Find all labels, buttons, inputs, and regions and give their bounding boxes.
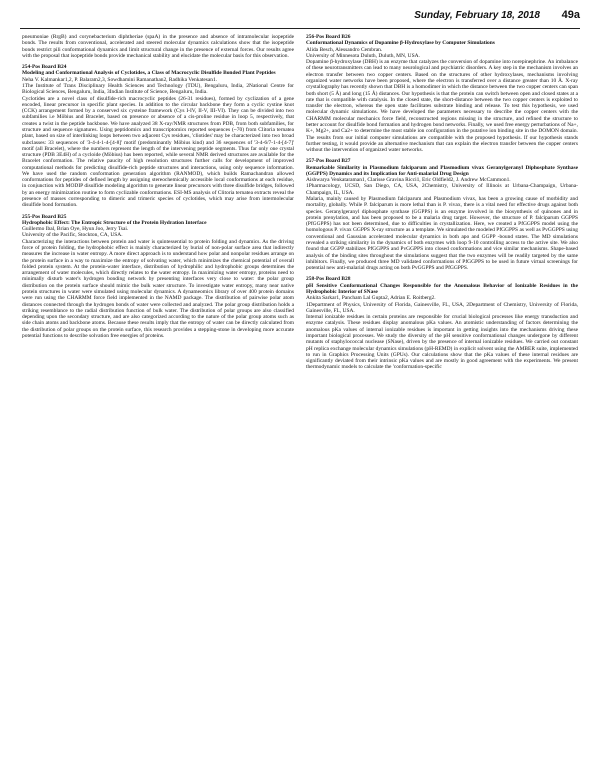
abstract-title: Hydrophobic Effect: The Entropic Structure of the Protein Hydration Interface bbox=[22, 219, 207, 226]
abstract-body: Malaria, mainly caused by Plasmodium falciparum and Plasmodium vivax, has been a growing cause of morbidity and mortality, globally. While P. falciparum is more lethal than is P. vivax, there is a vital need for effective drugs against both species. Geranylgeranyl diphosphate synthase (GGPPS) is an enzyme involved in the biosynthesis of quinones and in protein prenylation, and has been proposed to be a malaria drug target. However, the structure of P. falciparum GGPPS (PfGGPPS) has not been determined, due to difficulties in crystallization. Here, we created a PfGGPPS model using the homologous P. vivax GGPPS X-ray structure as a template. We simulated the modeled PfGGPPS as well as PvGGPPS using conventional and Gaussian accelerated molecular dynamics in both apo and GGPP -bound states. The MD simulations revealed a striking similarity in the dynamics of both enzymes with loop 9-10 controlling access to the active site. We also found that GGPP stabilizes PfGGPPS and PvGGPPS into closed conformations and vice similar mechanisms. Shape-based analysis of the binding sites throughout the simulations suggest that the two enzymes will be readily targeted by the same inhibitors. Finally, we produced three MD validated conformations of PfGGPPS to be used in future virtual screenings for potential new anti-malarial drugs acting on both PvGGPPS and PfGGPPS. bbox=[306, 196, 578, 272]
abstract-254 bbox=[22, 64, 294, 208]
abstract-body: pneumoniae (RrgB) and corynebacterium diphtheriae (spaA) in the presence and absence of intramolecular isopeptide bonds. The results from conventional, accelerated and steered molecular dynamics calculations show that the isopeptide bonds restrict pili conformational dynamics and limit structural change in the presence of external forces. Our results agree with the proposal that isopeptide bonds provide mechanical stability and elucidate the molecular basis for this observation. bbox=[22, 34, 294, 59]
abstract-id: 256-Pos Board B26 bbox=[306, 34, 351, 40]
abstract-affiliations: 1Pharmacology, UCSD, San Diego, CA, USA, 2Chemistry, University of Illinois at Urbana-Champaign, Urbana-Champaign, IL, USA. bbox=[306, 183, 578, 196]
abstract-authors: Aishwarya Venkataraman1, Clarisse Gravina Ricci1, Eric Oldfield2, J. Andrew McCammon1. bbox=[306, 177, 511, 184]
abstract-authors: Guillermo Ibal, Brian Oye, Hyun Joo, Jerry Tsai. bbox=[22, 226, 129, 233]
page-header bbox=[20, 8, 580, 29]
abstract-authors: Ankita Sarkar1, Pancham Lal Gupta2, Adrian E. Roitberg2. bbox=[306, 295, 436, 302]
abstract-258 bbox=[306, 276, 578, 370]
header-date: Sunday, February 18, 2018 bbox=[414, 10, 540, 21]
abstract-title: Remarkable Similarity in Plasmodium falciparum and Plasmodium vivax Geranylgeranyl Diphosphate Synthase (GGPPS) Dynamics and its Implication for Anti-malarial Drug Design bbox=[306, 164, 578, 177]
abstract-id: 254-Pos Board B24 bbox=[22, 64, 67, 71]
continuation-abstract bbox=[22, 34, 294, 59]
abstract-affiliations: 1Department of Physics, University of Florida, Gainesville, FL, USA, 2Department of Chemistry, University of Florida, Gainesville, FL, USA. bbox=[306, 301, 578, 314]
abstract-authors: Neha V. Kalmankar1,2, P. Balaram2,3, Sowdhamini Ramanathan2, Radhika Venkatesan1. bbox=[22, 76, 218, 83]
abstract-affiliations: University of Minnesota Duluth, Duluth, MN, USA. bbox=[306, 52, 420, 59]
abstract-title: pH Sensitive Conformational Changes Responsible for the Anomalous Behavior of Ionizable Residues in the Hydrophobic Interior of SNase bbox=[306, 282, 578, 295]
abstract-affiliations: University of the Pacific, Stockton, CA, USA. bbox=[22, 232, 123, 239]
left-column bbox=[22, 34, 294, 772]
abstract-body: Internal ionizable residues in certain proteins are responsible for crucial biological processes like energy transduction and enzyme catalysis. These residues display anomalous pKa values. An atomistic understanding of factors determining the anomalous pKa values of internal ionizable residues is important in getting insights into the mechanisms driving these important biological processes. We study the diversity of the pH sensitive conformational changes undergone by different mutants of staphylococcal nuclease (SNase), driven by the presence of internal ionizable residues. We carried out constant pH replica exchange molecular dynamics simulations (pH-REMD) in explicit solvent using the AMBER suite, implemented to run in Graphics Processing Units (GPUs). Our calculations show that the pKa values of these internal residues are significantly deviated from their intrinsic pKa values and are mostly in good agreement with the experiments. We present thermodynamic models to calculate the 'conformation-specific bbox=[306, 314, 578, 371]
abstract-affiliations: 1The Institute of Trans Disciplinary Health Sciences and Technology (TDU), Bengaluru, India, 2National Centre for Biological Sciences, Bengaluru, India, 3Indian Institute of Science, Bengaluru, India. bbox=[22, 82, 294, 96]
abstract-257 bbox=[306, 158, 578, 271]
abstract-body: Dopamine β-hydroxylase (DBH) is an enzyme that catalyzes the conversion of dopamine into norepinephrine. An imbalance of these neurotransmitters can lead to many neurological and psychiatric disorders. A key step in the mechanism involves an electron transfer between two copper centers. Based on the structures of other hydroxylases, mechanisms involving organized water networks have been proposed, where the electron is transferred over a distance greater than 10 Å. X-ray crystallography has recently shown that DBH is a homodimer in which the distance between the two copper centers can span both short (5 Å) and long (15 Å) distances. Our hypothesis is that the protein can switch between open and closed states at a rate that is compatible with catalysis. In the closed state, the short-distance between the two copper centers is exploited to transfer the electron, whereas the open state facilitates substrate binding and release. To test this hypothesis, we used molecular dynamic simulations. We have developed the parameters necessary to describe the copper centers with the CHARMM molecular mechanics force field, reconstructed regions missing in the structure, and refined the structure to better account for disulfide bond formation and hydrogen bond networks. Finally, we used free energy perturbations of Na+, K+, Mg2+, and Ca2+ to determine the most stable ion configuration in the putative ion binding site in the DOMON domain. The results from our initial computer simulations are compatible with the proposed hypothesis. If our hypothesis stands further testing, it would provide an alternative mechanism that can explain the electron transfer between the copper centers without the intervention of organized water networks. bbox=[306, 59, 578, 154]
abstract-title: Conformational Dynamics of Dopamine β-Hydroxylase by Computer Simulations bbox=[306, 40, 495, 47]
right-column bbox=[306, 34, 578, 772]
abstract-body: Characterizing the interactions between protein and water is quintessential to protein folding and dynamics. As the driving force of protein folding, the hydrophobic effect is mainly characterized by burial of non-polar surface area that indirectly measures the increase in water entropy. A more direct approach is to understand how polar and nonpolar residues arrange on the protein surface in a way to maximize the entropy of solvating water, which minimizes the chemical potential of overall folded protein system. At the protein-water interface, distribution of hydrophilic and hydrophobic groups determines the arrangement of water molecules, which directly relates to the water entropy. In maximizing water entropy, proteins need to minimally disturb water's hydrogen bonding network by presenting interfaces very close to water: the polar group distribution on the protein surface should mimic the bulk water structure. To investigate water entropy, many near native protein structures in water were simulated using molecular dynamics. A dynameomics library of over 400 protein domains were run using the CHARMM force field implemented in the NAMD package. The distribution of pairwise polar atom distances connected through the hydrogen bonds of water were collected and analyzed. The polar group distribution holds a striking resemblance to the radial distribution function of bulk water. The distribution of polar groups are also classified depending upon the secondary structure, and are also categorized according to the nature of the polar group atoms such as side chain atoms and backbone atoms. Because these results imply that the entropy of water can be directly calculated from the distribution of polar groups on the protein surface, this research provides a stepping-stone in developing more accurate potential functions to describe solvation free energies of proteins. bbox=[22, 238, 294, 339]
abstract-id: 257-Pos Board B27 bbox=[306, 158, 351, 165]
abstract-256 bbox=[306, 34, 578, 153]
abstract-255 bbox=[22, 214, 294, 340]
abstract-authors: Alida Besch, Alessandro Cembran. bbox=[306, 46, 383, 53]
abstract-body: Cyclotides are a novel class of disulfide-rich macrocyclic peptides (26-31 residues), formed by cyclization of a gene encoded, linear precursor in specific plant species. In addition to the circular backbone they form a cyclic cystine knot (CCK) arrangement formed by a conserved six cysteine framework (Cys I-IV, II-V, III-VI). They can be divided into two subfamilies i.e Möbius and Bracelet, based on presence or absence of a cis-proline residue in loop 5, respectively, that creates a twist in the peptide backbone. We have analyzed 38 X-ray/NMR structures from PDB, from both subfamilies, for structure and sequence signatures. Using peptidomics and transcriptomics reported sequences (~70) from Clitoria ternatea plant, based on size of interlinking loops between two adjacent Cys residues, 'cliotides' may be characterized into two broad subclasses: 33 sequences of '3-4-4-1-4-[4-8]' motif (predominantly Möbius kind) and 36 sequences of '3-4-6/7-1-4-[4-7]' motif (all Bracelet), where the numbers represent the length of the intervening peptide segments. Thus far only one crystal structure (PDB 3E4H) of a cycloide (Möbius) has been reported, while several NMR derived structures are available for the Bracelet conformation. The relative paucity of high resolution structures further calls for development of improved computational methods for predicting disulfide-rich peptide structures and interactions, using only sequence information. We have used the random conformation generation algorithm (RANMOD), which builds Ramachandran allowed conformations for peptides of defined length by assigning stereochemically accessible local conformations at each residue, in conjunction with MODIP disulfide modeling algorithm to generate linear precursors with three disulfide bridges, followed by an energy minimization routine to form cyclizable conformations. ESI-MS analysis of Clitoria ternatea extracts reveal the presence of masses corresponding to dimeric and trimeric species of cyclotides, which may arise from intermolecular disulfide bond formation. bbox=[22, 95, 294, 209]
abstract-id: 258-Pos Board B28 bbox=[306, 276, 351, 283]
page-number: 49a bbox=[561, 9, 580, 21]
abstract-title: Modeling and Conformational Analysis of Cyclotides, a Class of Macrocyclic Disulfide Bonded Plant Peptides bbox=[22, 70, 276, 77]
abstract-id: 255-Pos Board B25 bbox=[22, 213, 67, 220]
